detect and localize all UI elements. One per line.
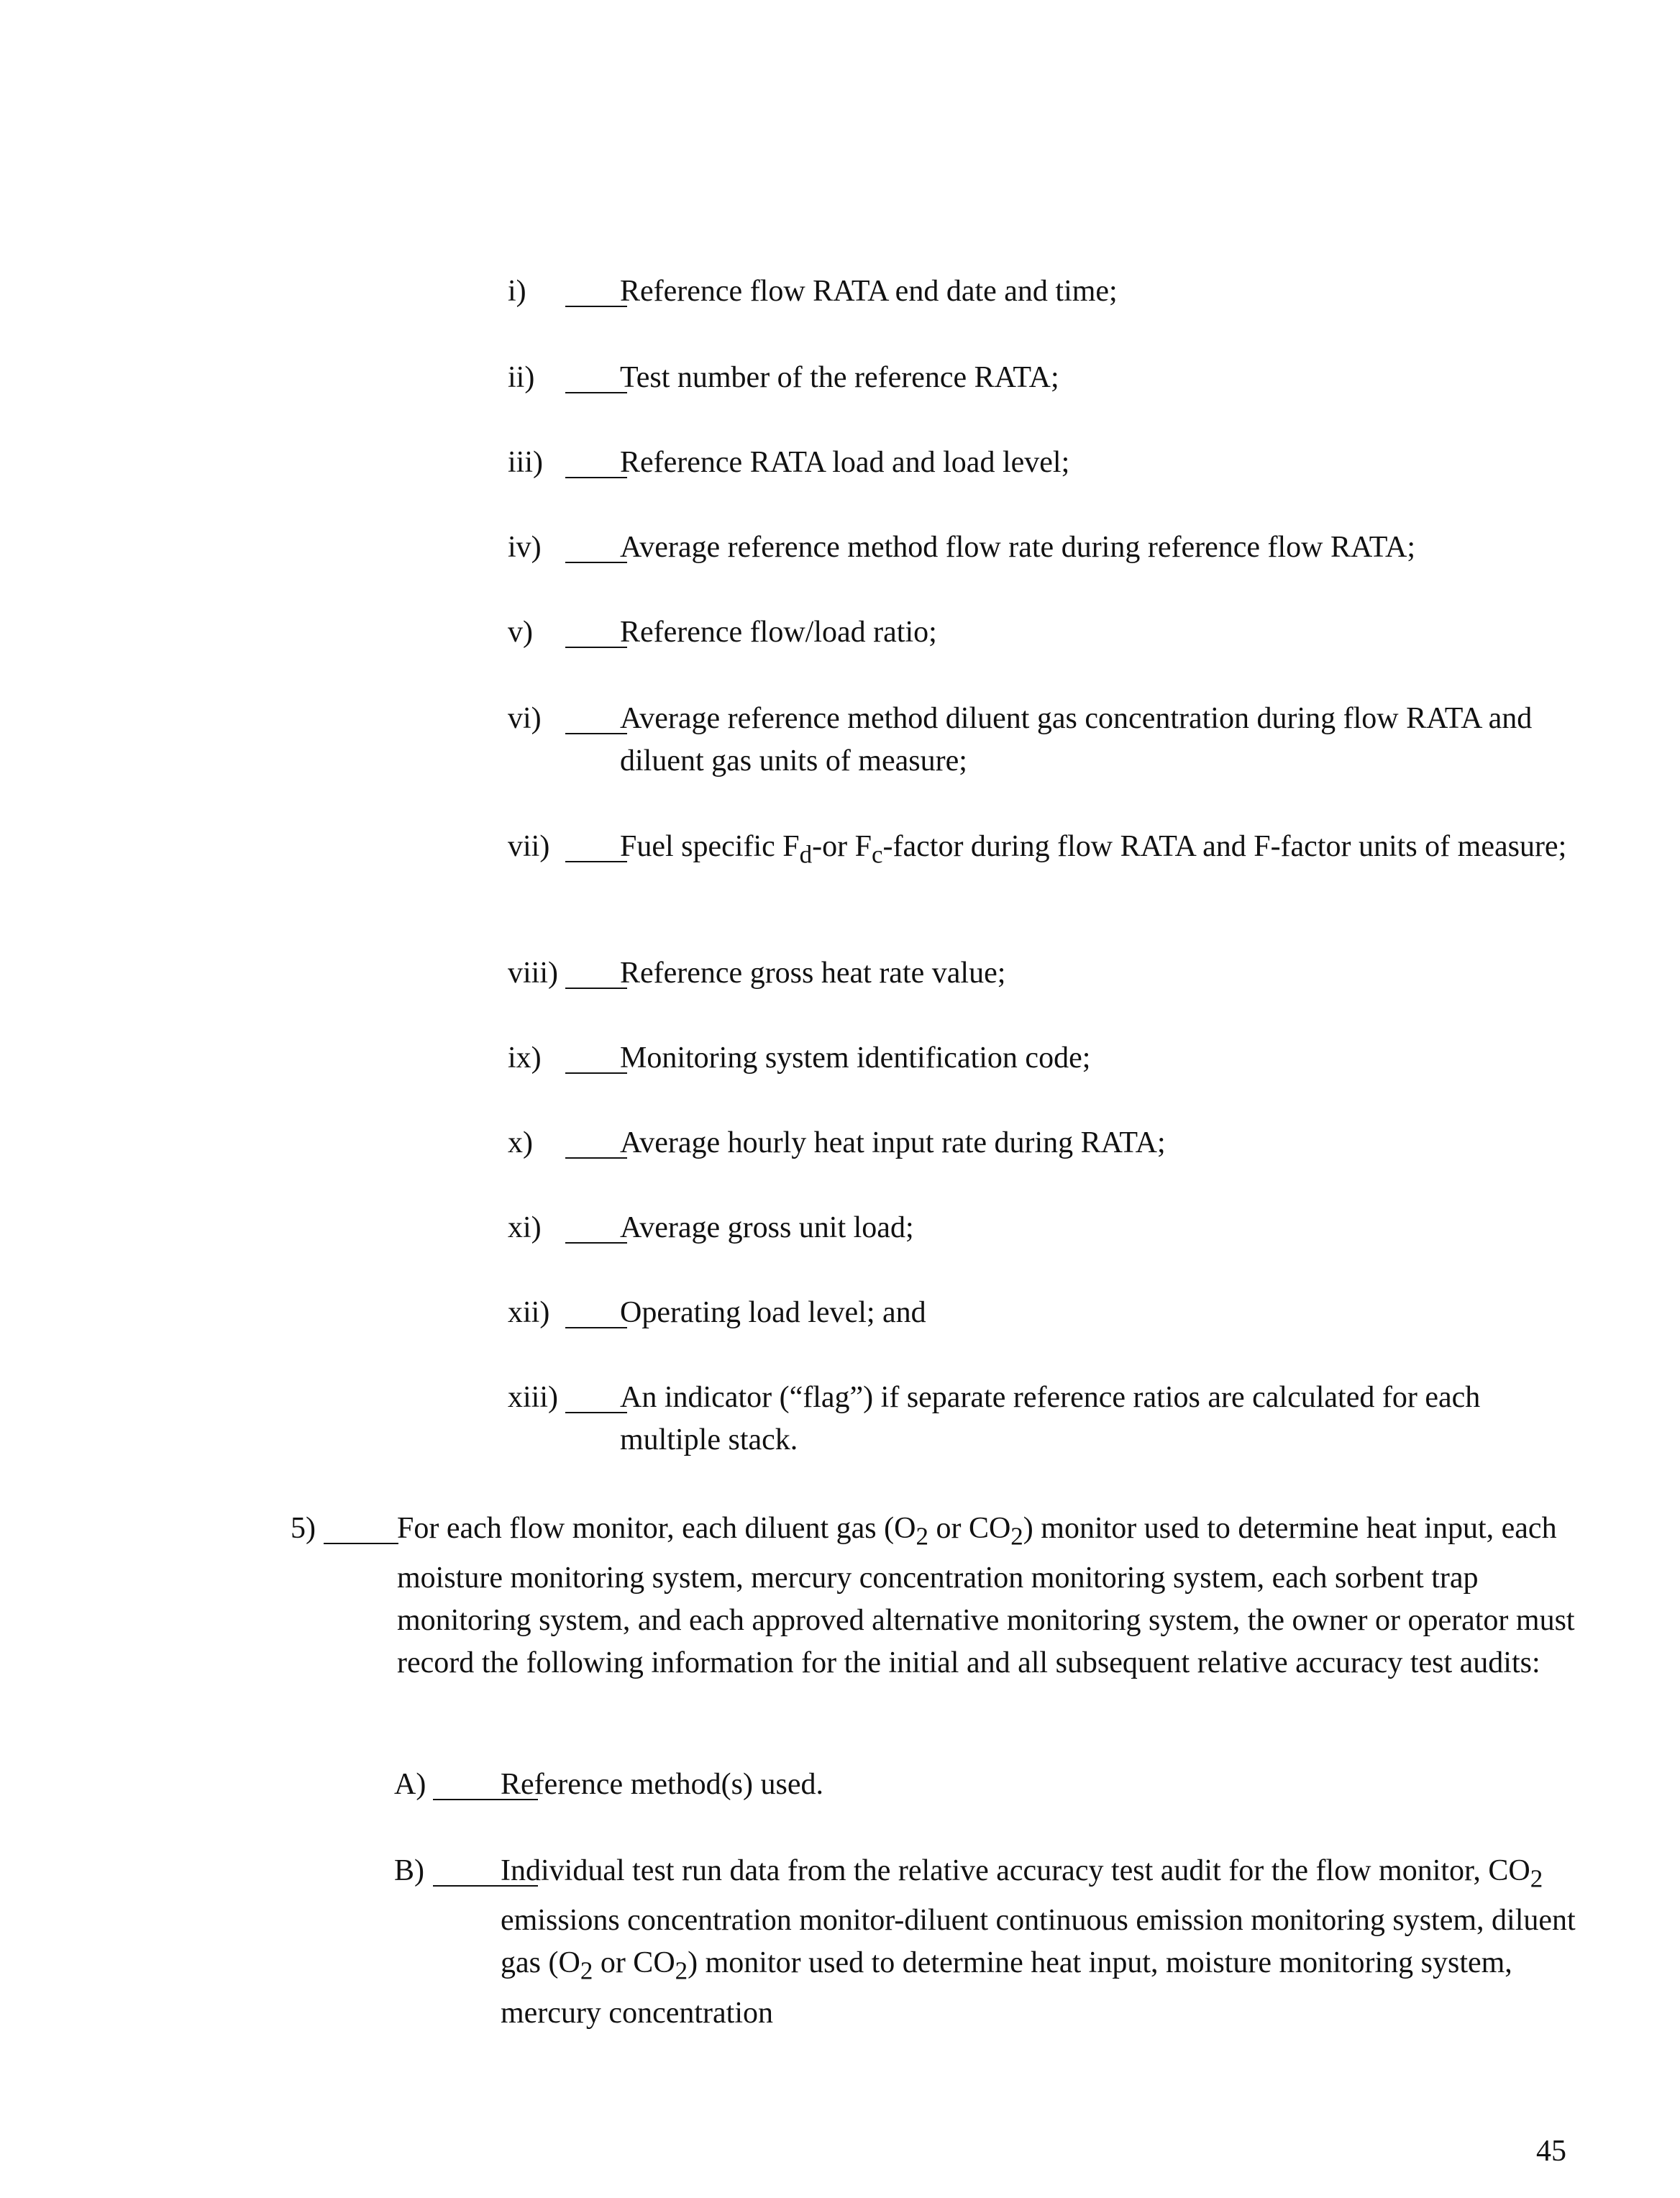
list-item-text: Average hourly heat input rate during RATA;: [620, 1126, 1166, 1159]
leader-line: [565, 1377, 627, 1419]
lettered-item-label: A): [394, 1768, 426, 1801]
list-item-label: vi): [508, 702, 542, 735]
list-item-label: ii): [508, 361, 535, 394]
leader-line: [565, 1207, 627, 1249]
list-item-label: ix): [508, 1041, 542, 1075]
list-item-label: xii): [508, 1296, 550, 1329]
list-item-text: Average reference method flow rate during reference flow RATA;: [620, 531, 1415, 564]
leader-line: [565, 1037, 627, 1080]
numbered-item-text: For each flow monitor, each diluent gas ($O_2$ or $CO_2$) monitor used to determine heat input, each moisture monitoring system, mercury concentration monitoring system, each sorbent trap monitoring system, and each approved alternative monitoring system, the owner or operator must record the following information for the initial and all subsequent relative accuracy test audits:: [397, 1512, 1575, 1680]
leader-line: [565, 1122, 627, 1164]
lettered-item-text: Individual test run data from the relative accuracy test audit for the flow monitor, $CO_2$ emissions concentration monitor-diluent continuous emission monitoring system, diluent gas ($O_2$ or $CO_2$) monitor used to determine heat input, moisture monitoring system, mercury concentration: [501, 1854, 1576, 2030]
list-item-text: Average reference method diluent gas concentration during flow RATA and diluent gas units of measure;: [620, 702, 1533, 777]
list-item-text: Operating load level; and: [620, 1296, 926, 1329]
list-item-text: Reference flow RATA end date and time;: [620, 275, 1118, 308]
list-item-label: iii): [508, 446, 543, 479]
numbered-item-label: 5): [291, 1512, 316, 1545]
list-item-label: iv): [508, 531, 542, 564]
leader-line: [565, 1292, 627, 1334]
list-item-text: Average gross unit load;: [620, 1211, 914, 1244]
list-item-label: x): [508, 1126, 533, 1159]
leader-line: [324, 1508, 398, 1550]
list-item-label: vii): [508, 830, 550, 863]
list-item-text: Reference flow/load ratio;: [620, 616, 937, 649]
list-item-label: viii): [508, 957, 558, 990]
list-item-label: xiii): [508, 1381, 558, 1414]
list-item-label: i): [508, 275, 526, 308]
list-item-text: Test number of the reference RATA;: [620, 361, 1059, 394]
leader-line: [565, 442, 627, 484]
leader-line: [565, 952, 627, 995]
list-item-text: Reference RATA load and load level;: [620, 446, 1070, 479]
list-item-text: An indicator (“flag”) if separate reference ratios are calculated for each multiple stack.: [620, 1381, 1481, 1456]
list-item-text: Reference gross heat rate value;: [620, 957, 1006, 990]
list-item-text: Fuel specific $F_d-or$ $F_c$-factor during flow RATA and F-factor units of measure;: [620, 830, 1567, 869]
list-item-label: xi): [508, 1211, 542, 1244]
leader-line: [565, 357, 627, 399]
leader-line: [565, 270, 627, 313]
lettered-item-text: Reference method(s) used.: [501, 1768, 823, 1801]
lettered-item-label: B): [394, 1854, 424, 1887]
list-item-text: Monitoring system identification code;: [620, 1041, 1091, 1075]
page-number: 45: [1536, 2135, 1566, 2168]
leader-line: [565, 698, 627, 740]
leader-line: [565, 826, 627, 868]
leader-line: [565, 526, 627, 569]
list-item-label: v): [508, 616, 533, 649]
leader-line: [565, 611, 627, 654]
